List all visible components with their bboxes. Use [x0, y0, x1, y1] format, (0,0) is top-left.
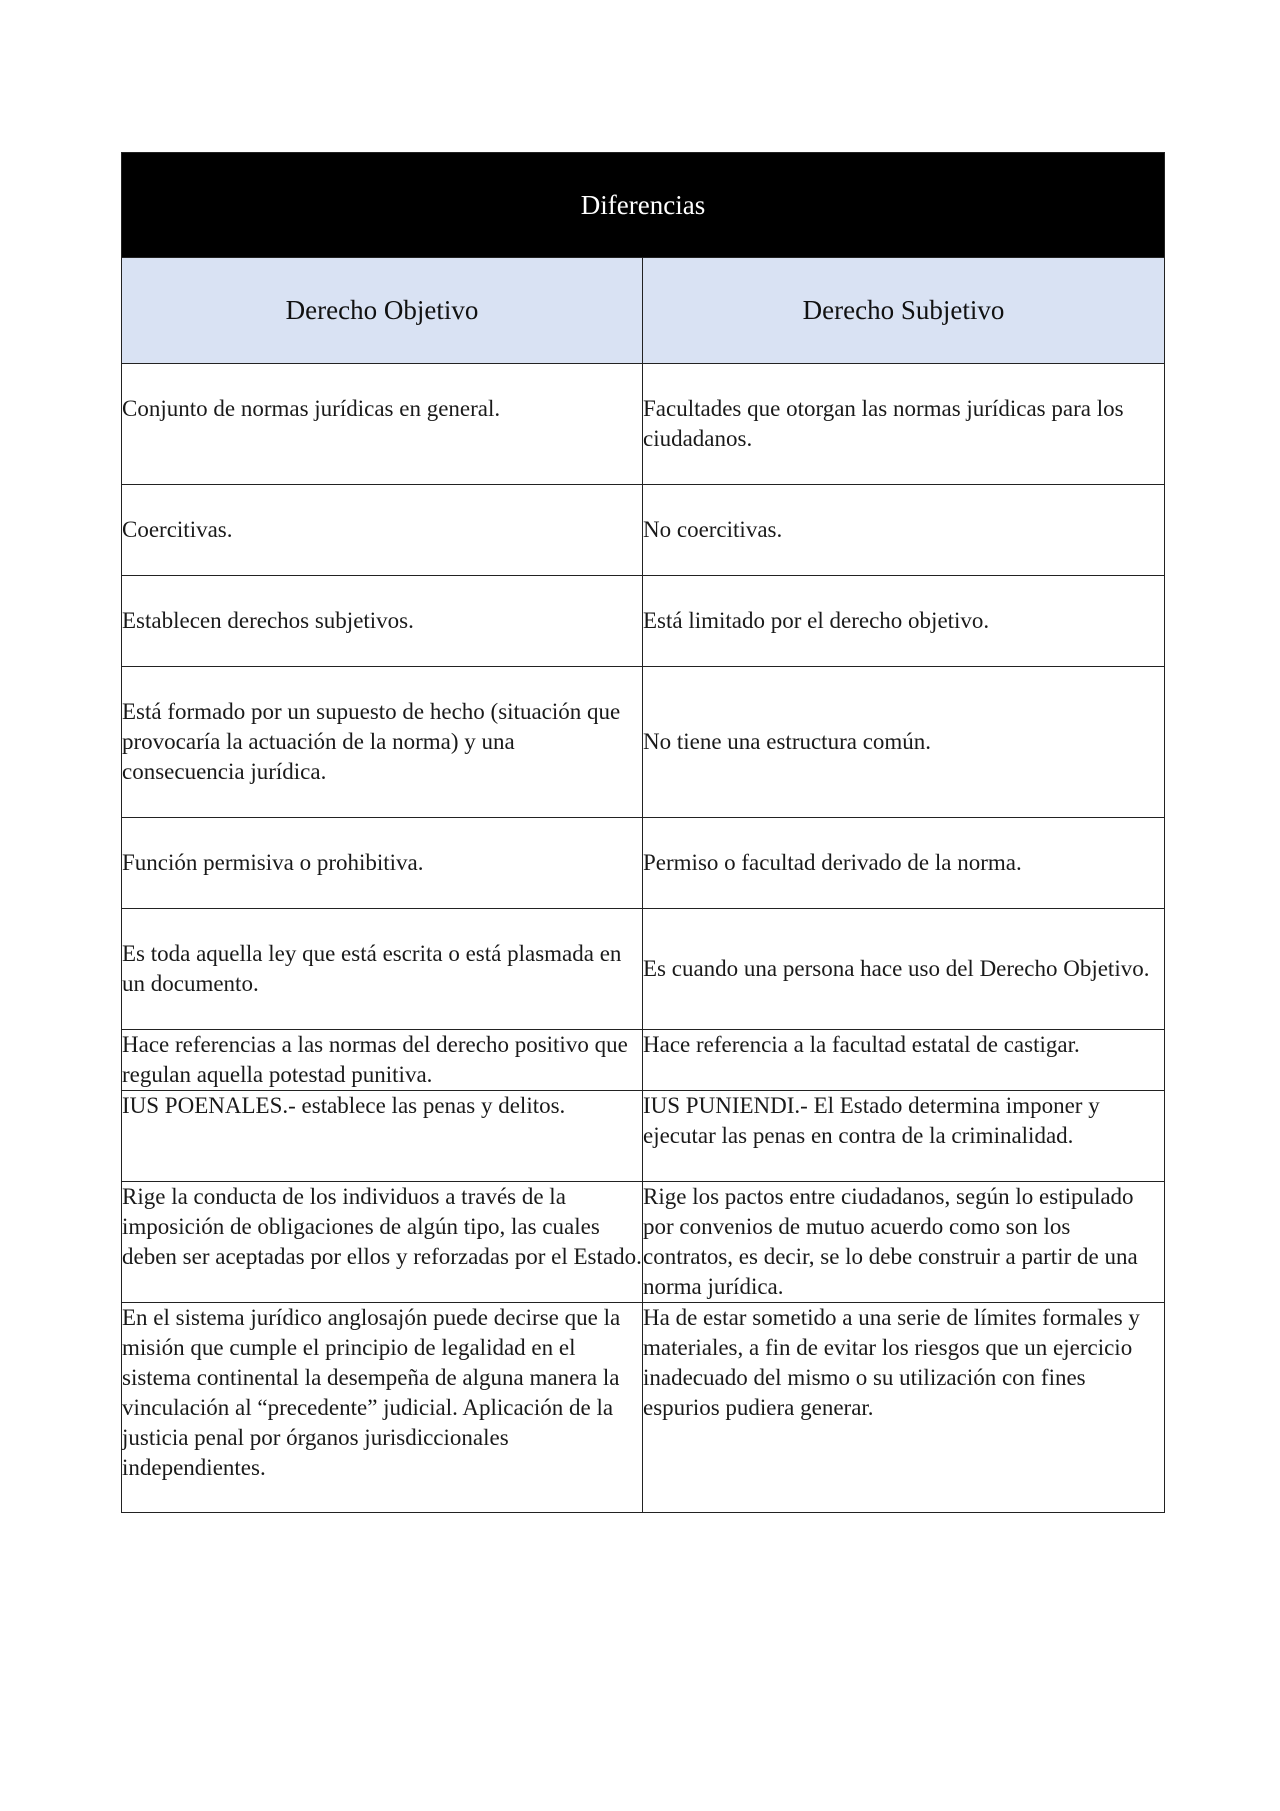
table-row — [122, 1030, 1165, 1091]
table-row — [122, 667, 1165, 818]
table-cell-subjetivo: Ha de estar sometido a una serie de límites formales y materiales, a fin de evitar los riesgos que un ejercicio inadecuado del mismo o su utilización con fines espurios pudiera generar. — [643, 1303, 1165, 1513]
table-row — [122, 1303, 1165, 1513]
table-cell-subjetivo: Rige los pactos entre ciudadanos, según lo estipulado por convenios de mutuo acuerdo como son los contratos, es decir, se lo debe construir a partir de una norma jurídica. — [643, 1182, 1165, 1303]
table-cell-subjetivo: No coercitivas. — [643, 485, 1165, 576]
table-row — [122, 818, 1165, 909]
table-cell-subjetivo: Permiso o facultad derivado de la norma. — [643, 818, 1165, 909]
table-cell-objetivo: Función permisiva o prohibitiva. — [122, 818, 643, 909]
table-cell-objetivo: Hace referencias a las normas del derecho positivo que regulan aquella potestad punitiva. — [122, 1030, 643, 1091]
table-row — [122, 576, 1165, 667]
table-row — [122, 364, 1165, 485]
table-cell-subjetivo: Hace referencia a la facultad estatal de castigar. — [643, 1030, 1165, 1091]
title-row — [122, 153, 1165, 258]
table-cell-objetivo: Está formado por un supuesto de hecho (situación que provocaría la actuación de la norma) y una consecuencia jurídica. — [122, 667, 643, 818]
table-cell-objetivo: Rige la conducta de los individuos a través de la imposición de obligaciones de algún tipo, las cuales deben ser aceptadas por ellos y reforzadas por el Estado. — [122, 1182, 643, 1303]
table-cell-subjetivo: Facultades que otorgan las normas jurídicas para los ciudadanos. — [643, 364, 1165, 485]
header-row — [122, 258, 1165, 364]
column-header-subjetivo: Derecho Subjetivo — [643, 258, 1165, 364]
table-row — [122, 1182, 1165, 1303]
column-header-objetivo: Derecho Objetivo — [122, 258, 643, 364]
table-cell-objetivo: IUS POENALES.- establece las penas y delitos. — [122, 1091, 643, 1182]
table-cell-objetivo: Coercitivas. — [122, 485, 643, 576]
table-title: Diferencias — [122, 153, 1165, 258]
table-cell-objetivo: Establecen derechos subjetivos. — [122, 576, 643, 667]
differences-table — [121, 152, 1165, 1513]
table-cell-objetivo: Es toda aquella ley que está escrita o está plasmada en un documento. — [122, 909, 643, 1030]
table-cell-objetivo: En el sistema jurídico anglosajón puede decirse que la misión que cumple el principio de legalidad en el sistema continental la desempeña de alguna manera la vinculación al “precedente” judicial. Aplicación de la justicia penal por órganos jurisdiccionales independientes. — [122, 1303, 643, 1513]
table-row — [122, 1091, 1165, 1182]
table-row — [122, 485, 1165, 576]
table-cell-subjetivo: Es cuando una persona hace uso del Derecho Objetivo. — [643, 909, 1165, 1030]
table-cell-subjetivo: No tiene una estructura común. — [643, 667, 1165, 818]
table-cell-subjetivo: Está limitado por el derecho objetivo. — [643, 576, 1165, 667]
table-row — [122, 909, 1165, 1030]
table-cell-subjetivo: IUS PUNIENDI.- El Estado determina imponer y ejecutar las penas en contra de la criminalidad. — [643, 1091, 1165, 1182]
table-cell-objetivo: Conjunto de normas jurídicas en general. — [122, 364, 643, 485]
